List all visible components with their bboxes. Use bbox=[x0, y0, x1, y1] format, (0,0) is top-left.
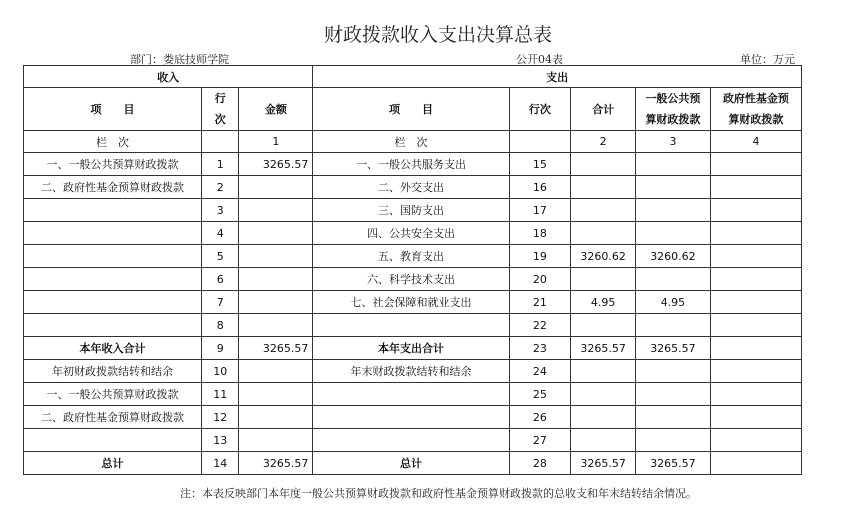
fund-budget-cell bbox=[710, 406, 801, 429]
expense-item-cell: 二、外交支出 bbox=[313, 176, 509, 199]
expense-row-no-cell: 23 bbox=[509, 337, 571, 360]
expense-row-no-cell: 20 bbox=[509, 268, 571, 291]
fund-budget-cell bbox=[710, 153, 801, 176]
income-item-cell bbox=[24, 199, 202, 222]
expense-item-header: 项 目 bbox=[313, 88, 509, 131]
general-budget-cell bbox=[636, 383, 711, 406]
income-amount-cell bbox=[239, 291, 313, 314]
expense-row-no-cell: 16 bbox=[509, 176, 571, 199]
income-item-cell: 年初财政拨款结转和结余 bbox=[24, 360, 202, 383]
income-row-no-cell: 14 bbox=[202, 452, 239, 475]
table-row bbox=[24, 222, 802, 245]
table-row bbox=[24, 337, 802, 360]
income-item-cell: 二、政府性基金预算财政拨款 bbox=[24, 176, 202, 199]
column-index-label: 栏 次 bbox=[24, 131, 202, 153]
expense-total-cell: 4.95 bbox=[571, 291, 636, 314]
fund-budget-cell bbox=[710, 245, 801, 268]
income-amount-cell: 3265.57 bbox=[239, 153, 313, 176]
general-budget-cell bbox=[636, 176, 711, 199]
general-budget-cell: 3260.62 bbox=[636, 245, 711, 268]
income-item-header: 项 目 bbox=[24, 88, 202, 131]
income-amount-cell bbox=[239, 383, 313, 406]
income-amount-cell: 3265.57 bbox=[239, 452, 313, 475]
income-amount-header: 金额 bbox=[239, 88, 313, 131]
income-item-cell: 二、政府性基金预算财政拨款 bbox=[24, 406, 202, 429]
expense-total-cell: 3265.57 bbox=[571, 452, 636, 475]
general-budget-cell bbox=[636, 268, 711, 291]
expense-row-no-cell: 21 bbox=[509, 291, 571, 314]
income-row-no-cell: 1 bbox=[202, 153, 239, 176]
income-row-no-cell: 10 bbox=[202, 360, 239, 383]
table-row bbox=[24, 245, 802, 268]
fund-budget-cell bbox=[710, 291, 801, 314]
expense-row-no-cell: 22 bbox=[509, 314, 571, 337]
unit-label: 单位：万元 bbox=[740, 53, 795, 66]
expense-total-cell: 3265.57 bbox=[571, 337, 636, 360]
expense-total-header: 合计 bbox=[571, 88, 636, 131]
expense-item-cell: 六、科学技术支出 bbox=[313, 268, 509, 291]
fund-budget-cell bbox=[710, 176, 801, 199]
expense-total-cell bbox=[571, 383, 636, 406]
expense-total-cell: 3260.62 bbox=[571, 245, 636, 268]
income-row-no-cell: 8 bbox=[202, 314, 239, 337]
fund-budget-cell bbox=[710, 268, 801, 291]
general-budget-cell: 3265.57 bbox=[636, 337, 711, 360]
expense-total-cell bbox=[571, 314, 636, 337]
expense-total-cell bbox=[571, 176, 636, 199]
general-budget-cell bbox=[636, 406, 711, 429]
income-item-cell bbox=[24, 429, 202, 452]
fund-budget-cell bbox=[710, 222, 801, 245]
income-item-cell: 一、一般公共预算财政拨款 bbox=[24, 153, 202, 176]
expense-row-no-cell: 26 bbox=[509, 406, 571, 429]
general-budget-header: 一般公共预 算财政拨款 bbox=[636, 88, 711, 131]
expense-item-cell: 总计 bbox=[313, 452, 509, 475]
column-index-label-2: 栏 次 bbox=[313, 131, 509, 153]
income-row-no-cell: 2 bbox=[202, 176, 239, 199]
expense-item-cell: 四、公共安全支出 bbox=[313, 222, 509, 245]
income-item-cell: 本年收入合计 bbox=[24, 337, 202, 360]
section-header-row bbox=[24, 66, 802, 88]
expense-item-cell bbox=[313, 383, 509, 406]
fund-budget-cell bbox=[710, 199, 801, 222]
expense-row-no-cell: 28 bbox=[509, 452, 571, 475]
budget-summary-table bbox=[23, 65, 802, 475]
form-number: 公开04表 bbox=[516, 53, 563, 66]
income-amount-cell bbox=[239, 245, 313, 268]
table-row bbox=[24, 360, 802, 383]
expense-row-no-cell: 18 bbox=[509, 222, 571, 245]
expense-item-cell: 五、教育支出 bbox=[313, 245, 509, 268]
fund-budget-header: 政府性基金预 算财政拨款 bbox=[710, 88, 801, 131]
income-amount-cell bbox=[239, 199, 313, 222]
general-budget-cell bbox=[636, 429, 711, 452]
expense-item-cell: 本年支出合计 bbox=[313, 337, 509, 360]
expense-item-cell: 七、社会保障和就业支出 bbox=[313, 291, 509, 314]
income-amount-cell: 3265.57 bbox=[239, 337, 313, 360]
expense-total-cell bbox=[571, 153, 636, 176]
general-budget-cell: 3265.57 bbox=[636, 452, 711, 475]
general-budget-cell bbox=[636, 314, 711, 337]
expense-item-cell bbox=[313, 406, 509, 429]
expense-row-no-cell: 15 bbox=[509, 153, 571, 176]
income-row-no-cell: 7 bbox=[202, 291, 239, 314]
income-row-no-cell: 6 bbox=[202, 268, 239, 291]
expense-row-no-header: 行次 bbox=[509, 88, 571, 131]
table-body bbox=[24, 153, 802, 475]
expense-total-cell bbox=[571, 268, 636, 291]
income-amount-cell bbox=[239, 314, 313, 337]
expense-item-cell: 年末财政拨款结转和结余 bbox=[313, 360, 509, 383]
income-section-header: 收入 bbox=[24, 66, 313, 88]
table-row bbox=[24, 314, 802, 337]
expense-total-cell bbox=[571, 429, 636, 452]
expense-item-cell bbox=[313, 429, 509, 452]
expense-total-cell bbox=[571, 222, 636, 245]
general-budget-cell: 4.95 bbox=[636, 291, 711, 314]
expense-item-cell: 三、国防支出 bbox=[313, 199, 509, 222]
expense-total-cell bbox=[571, 199, 636, 222]
income-row-no-cell: 12 bbox=[202, 406, 239, 429]
table-row bbox=[24, 383, 802, 406]
income-row-no-cell: 3 bbox=[202, 199, 239, 222]
table-row bbox=[24, 291, 802, 314]
income-item-cell bbox=[24, 268, 202, 291]
table-row bbox=[24, 199, 802, 222]
table-row bbox=[24, 153, 802, 176]
fund-budget-cell bbox=[710, 452, 801, 475]
expense-item-cell: 一、一般公共服务支出 bbox=[313, 153, 509, 176]
footnote: 注：本表反映部门本年度一般公共预算财政拨款和政府性基金预算财政拨款的总收支和年末结转结余情况。 bbox=[180, 487, 697, 500]
report-title: 财政拨款收入支出决算总表 bbox=[323, 24, 552, 46]
fund-budget-cell bbox=[710, 383, 801, 406]
column-index-1: 1 bbox=[239, 131, 313, 153]
expense-item-cell bbox=[313, 314, 509, 337]
fund-budget-cell bbox=[710, 314, 801, 337]
column-header-row bbox=[24, 88, 802, 131]
income-row-no-cell: 9 bbox=[202, 337, 239, 360]
table-row bbox=[24, 406, 802, 429]
expense-section-header: 支出 bbox=[313, 66, 802, 88]
general-budget-cell bbox=[636, 360, 711, 383]
expense-row-no-cell: 27 bbox=[509, 429, 571, 452]
income-row-no-header: 行 次 bbox=[202, 88, 239, 131]
income-amount-cell bbox=[239, 429, 313, 452]
fund-budget-cell bbox=[710, 360, 801, 383]
income-item-cell bbox=[24, 222, 202, 245]
income-row-no-cell: 5 bbox=[202, 245, 239, 268]
income-row-no-cell: 4 bbox=[202, 222, 239, 245]
general-budget-cell bbox=[636, 199, 711, 222]
income-row-no-cell: 11 bbox=[202, 383, 239, 406]
expense-row-no-cell: 19 bbox=[509, 245, 571, 268]
column-index-3: 3 bbox=[636, 131, 711, 153]
column-index-4: 4 bbox=[710, 131, 801, 153]
table-row bbox=[24, 452, 802, 475]
general-budget-cell bbox=[636, 222, 711, 245]
income-item-cell: 一、一般公共预算财政拨款 bbox=[24, 383, 202, 406]
expense-row-no-cell: 24 bbox=[509, 360, 571, 383]
income-amount-cell bbox=[239, 222, 313, 245]
income-amount-cell bbox=[239, 176, 313, 199]
fund-budget-cell bbox=[710, 337, 801, 360]
expense-total-cell bbox=[571, 360, 636, 383]
table-row bbox=[24, 176, 802, 199]
fund-budget-cell bbox=[710, 429, 801, 452]
column-index-2: 2 bbox=[571, 131, 636, 153]
general-budget-cell bbox=[636, 153, 711, 176]
income-amount-cell bbox=[239, 268, 313, 291]
income-amount-cell bbox=[239, 406, 313, 429]
expense-row-no-cell: 17 bbox=[509, 199, 571, 222]
department-label: 部门：娄底技师学院 bbox=[130, 53, 229, 66]
income-row-no-cell: 13 bbox=[202, 429, 239, 452]
income-item-cell bbox=[24, 245, 202, 268]
column-index-row bbox=[24, 131, 802, 153]
income-item-cell bbox=[24, 314, 202, 337]
income-item-cell: 总计 bbox=[24, 452, 202, 475]
income-amount-cell bbox=[239, 360, 313, 383]
expense-total-cell bbox=[571, 406, 636, 429]
income-item-cell bbox=[24, 291, 202, 314]
expense-row-no-cell: 25 bbox=[509, 383, 571, 406]
table-row bbox=[24, 268, 802, 291]
table-row bbox=[24, 429, 802, 452]
